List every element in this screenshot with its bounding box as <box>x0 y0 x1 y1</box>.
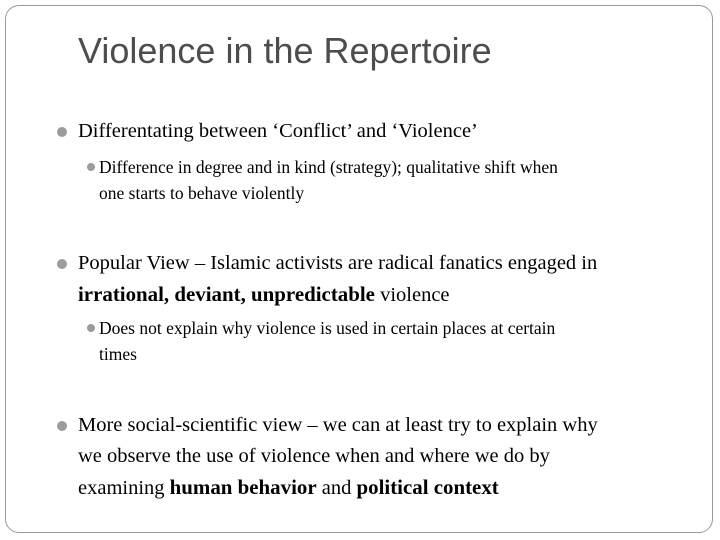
line-part: examining <box>78 477 170 499</box>
sub-bullet-line: Does not explain why violence is used in certain places at certain <box>99 318 556 338</box>
bold-phrase: human behavior <box>169 475 317 499</box>
bullet-dot <box>57 421 67 431</box>
bullet-line <box>78 472 598 504</box>
bullet-text <box>78 116 478 147</box>
line-part: and <box>316 477 357 499</box>
sub-bullet-text <box>99 154 558 206</box>
bold-phrase: political context <box>356 475 499 499</box>
bullet-line: Popular View – Islamic activists are radical fanatics engaged in <box>78 252 598 274</box>
bullet-dot <box>57 127 67 137</box>
bold-phrase: irrational, deviant, unpredictable <box>78 282 375 306</box>
sub-bullet-line: one starts to behave violently <box>99 183 305 203</box>
bullet-text <box>78 410 598 504</box>
sub-bullet-dot <box>87 163 95 171</box>
bullet-text <box>78 248 597 311</box>
sub-bullet-line: times <box>99 344 137 364</box>
bullet-line: we observe the use of violence when and where we do by <box>78 445 550 467</box>
bullet-line <box>78 279 597 311</box>
bullet-dot <box>57 259 67 269</box>
line-rest: violence <box>374 284 450 306</box>
bullet-line: More social-scientific view – we can at least try to explain why <box>78 414 598 436</box>
slide-title: Violence in the Repertoire <box>78 30 492 71</box>
sub-bullet-line: Difference in degree and in kind (strategy); qualitative shift when <box>99 157 558 177</box>
sub-bullet-dot <box>87 324 95 332</box>
sub-bullet-text <box>99 315 555 367</box>
bullet-line: Differentating between ‘Conflict’ and ‘Violence’ <box>78 120 478 142</box>
